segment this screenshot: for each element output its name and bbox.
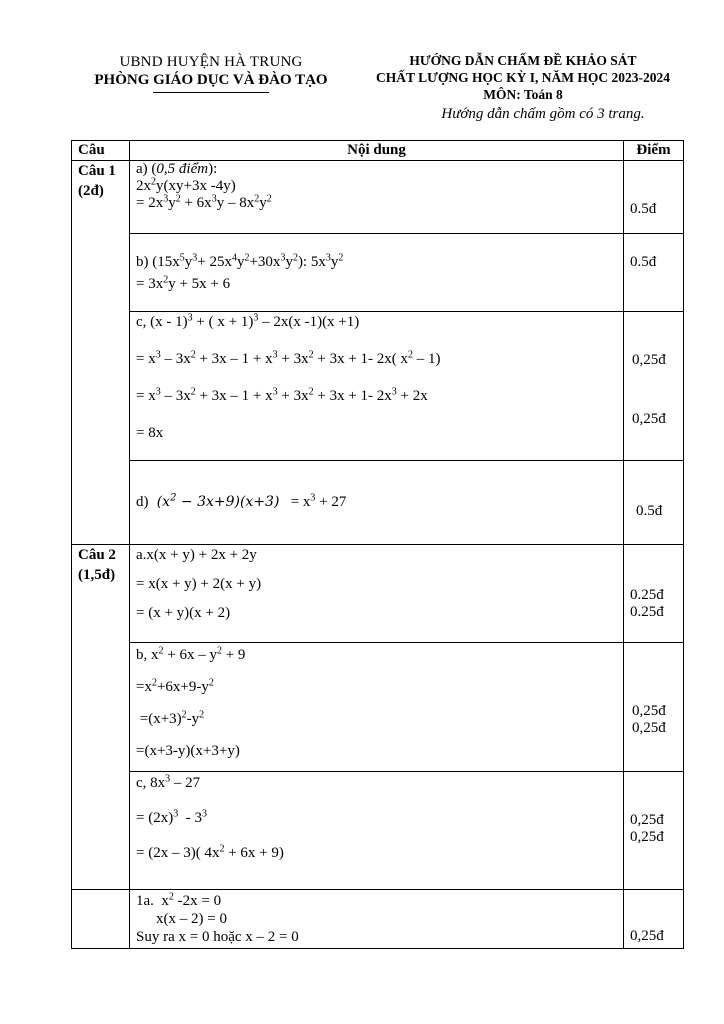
header-right — [356, 52, 690, 125]
page-count-note: Hướng dẫn chấm gồm có 3 trang. — [441, 106, 645, 122]
q1-c-result: = 8x — [136, 425, 164, 441]
q2-a-step1: = x(x + y) + 2(x + y) — [136, 576, 262, 592]
question-2-points: (1,5đ) — [78, 567, 116, 583]
subject-line: MÔN: Toán 8 — [483, 87, 563, 102]
col-header-score: Điểm — [624, 141, 684, 161]
question-1-cell — [72, 161, 130, 545]
q3-1a-step1: x(x – 2) = 0 — [156, 911, 227, 927]
q1-a-score-cell — [624, 161, 684, 234]
table-header-row — [72, 141, 684, 161]
q1-c-step1: = $x^3 - 3x^2 + 3x - 1 + x^3 + 3x^2 + 3x + 1-$ 2x( $x^2 - 1$) — [136, 349, 441, 367]
q2-b-result: =(x+3-y)(x+3+y) — [136, 743, 240, 759]
q2-a-score-cell — [624, 545, 684, 643]
q1-b-expression: b) $(15x^5y^3+ 25x^4y^2+30x^3y^2)$: $5x^3y^2$ — [136, 252, 344, 270]
q1-a-label: a) (0,5 điểm): — [136, 161, 218, 177]
q3-content — [130, 890, 624, 949]
q2-b-score-2: 0,25đ — [632, 720, 666, 736]
q1-d-content — [130, 461, 624, 545]
q2-a-expression: a.x(x + y) + 2x + 2y — [136, 547, 257, 563]
header-underline — [153, 92, 269, 93]
col-header-question: Câu — [72, 141, 130, 161]
q1-c-score-1: 0,25đ — [632, 352, 666, 368]
q3-1a-step2: Suy ra x = 0 hoặc x – 2 = 0 — [136, 929, 299, 945]
q1-c-score-cell — [624, 312, 684, 461]
question-1-label: Câu 1 — [78, 163, 116, 179]
q1-b-score-cell — [624, 234, 684, 312]
q1-a-result: = $2x^3y^2 + 6x^3y - 8x^2y^2$ — [136, 193, 272, 211]
q1-b-content — [130, 234, 624, 312]
table-row — [72, 461, 684, 545]
q2-a-result: = (x + y)(x + 2) — [136, 605, 231, 621]
q3-1a-expression: 1a. $x^2$ -2x = 0 — [136, 891, 222, 909]
table-row — [72, 545, 684, 643]
question-2-label: Câu 2 — [78, 547, 116, 563]
q2-b-step2: $=(x+3)^2-y^2$ — [136, 709, 205, 727]
q1-a-content — [130, 161, 624, 234]
q2-c-score-2: 0,25đ — [630, 829, 664, 845]
q2-c-score-1: 0,25đ — [630, 812, 664, 828]
q2-a-score-2: 0.25đ — [630, 604, 664, 620]
q2-c-step1: = $(2x)^3 - 3^3$ — [136, 808, 207, 826]
q2-c-result: = (2x – 3)( $4x^2 + 6x + 9$) — [136, 843, 284, 861]
header-left — [80, 54, 342, 93]
table-row — [72, 890, 684, 949]
q2-c-content — [130, 772, 624, 890]
q2-b-step1: $=x^2+6x+9-y^2$ — [136, 677, 214, 695]
q2-a-content — [130, 545, 624, 643]
table-row — [72, 772, 684, 890]
question-2-cell — [72, 545, 130, 890]
q2-b-score-cell — [624, 643, 684, 772]
q1-d-score-cell — [624, 461, 684, 545]
q3-score-cell — [624, 890, 684, 949]
q1-a-score: 0.5đ — [630, 201, 657, 217]
q2-b-content — [130, 643, 624, 772]
q1-c-content — [130, 312, 624, 461]
table-row — [72, 312, 684, 461]
q1-c-score-2: 0,25đ — [632, 411, 666, 427]
q2-c-score-cell — [624, 772, 684, 890]
q1-c-expression: c, (x - 1)$^3$ + ( x + 1)$^3$ – 2x(x -1)(x +1) — [136, 312, 360, 330]
q2-a-score-1: 0.25đ — [630, 587, 664, 603]
q1-d-score: 0.5đ — [636, 503, 663, 519]
table-row — [72, 234, 684, 312]
q1-a-expression: $2x^2y(xy+3x$ -4y) — [136, 176, 236, 194]
col-header-content: Nội dung — [130, 141, 624, 161]
grading-table — [71, 140, 684, 949]
question-3-cell — [72, 890, 130, 949]
q2-b-expression: b, $x^2 + 6x - y^2 + 9$ — [136, 645, 246, 663]
district-name: UBND HUYỆN HÀ TRUNG — [119, 54, 303, 70]
q2-c-expression: c, $8x^3 - 27$ — [136, 773, 201, 791]
q1-b-score: 0.5đ — [630, 254, 657, 270]
q1-c-step2: = $x^3 - 3x^2 + 3x - 1 + x^3 + 3x^2 + 3x + 1-$ $2x^3 + 2x$ — [136, 386, 428, 404]
doc-title-line2: CHẤT LƯỢNG HỌC KỲ I, NĂM HỌC 2023-2024 — [375, 70, 670, 85]
table-row — [72, 643, 684, 772]
q1-b-result: = $3x^2y + 5x + 6$ — [136, 274, 231, 292]
table-row — [72, 161, 684, 234]
q3-score: 0,25đ — [630, 928, 664, 944]
q2-b-score-1: 0,25đ — [632, 703, 666, 719]
q1-d-expression: d) $(x^2 - 3x+9)(x+3) = x^3 + 27$ — [136, 492, 347, 510]
department-name: PHÒNG GIÁO DỤC VÀ ĐÀO TẠO — [94, 72, 328, 88]
doc-title-line1: HƯỚNG DẪN CHẤM ĐỀ KHẢO SÁT — [409, 53, 637, 68]
question-1-points: (2đ) — [78, 183, 104, 199]
